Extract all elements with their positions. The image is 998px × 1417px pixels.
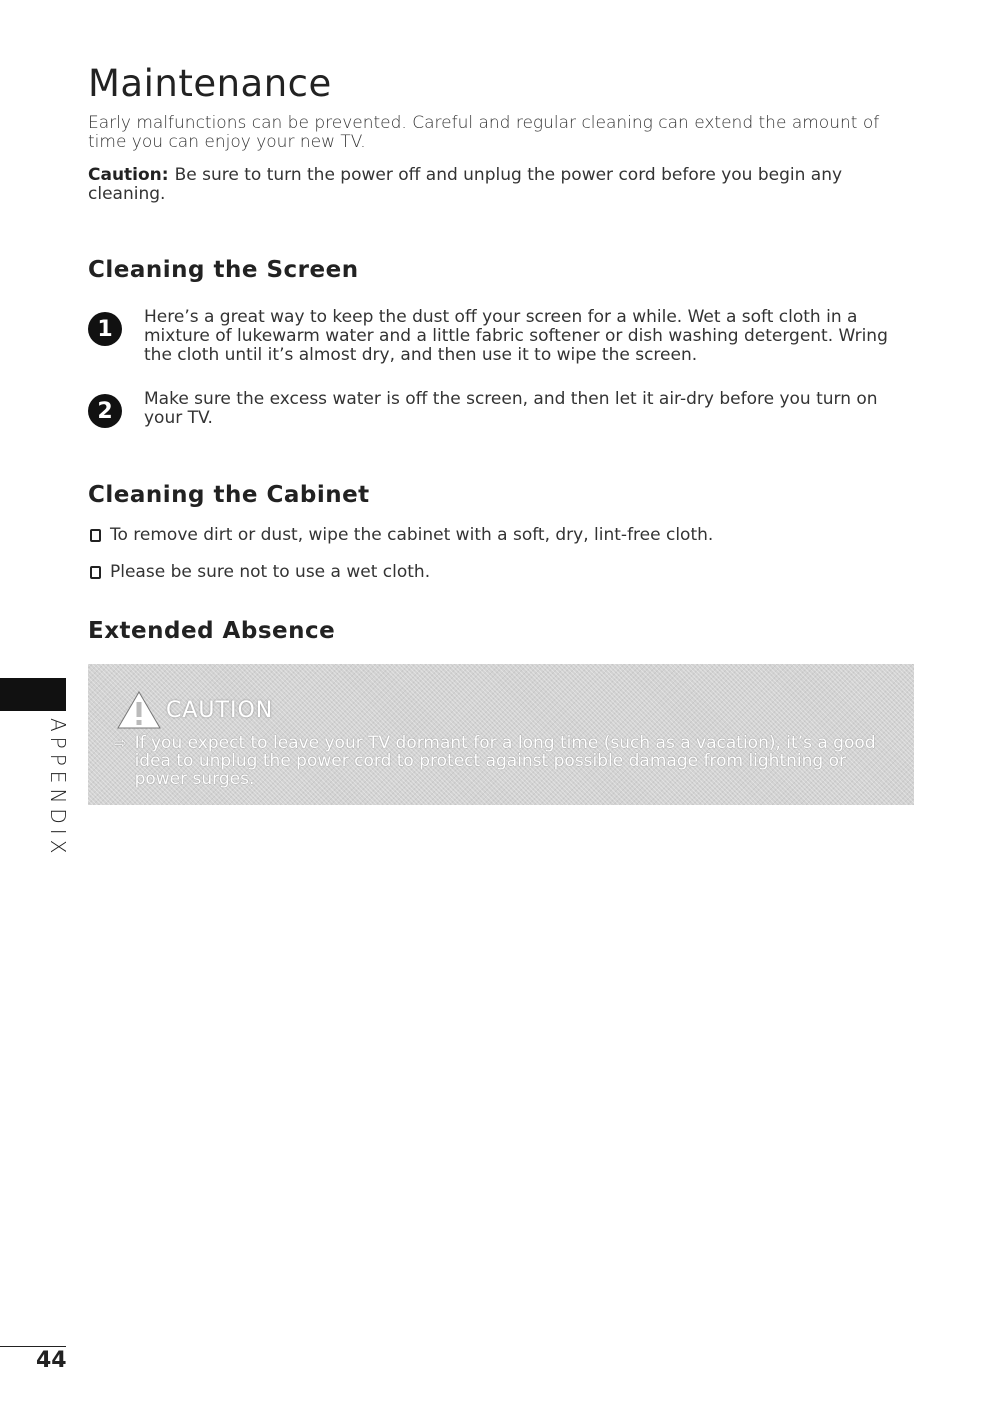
step-number-1-icon: 1 [88,312,122,346]
side-tab-label: APPENDIX [46,718,70,859]
step-2 [88,390,918,428]
intro-caution [88,166,918,204]
checkbox-bullet-icon [90,529,101,542]
list-item-text: To remove dirt or dust, wipe the cabinet with a soft, dry, lint-free cloth. [110,525,714,545]
warning-triangle-icon [116,690,162,730]
caution-label: Caution: [88,165,169,185]
step-1 [88,308,918,365]
caution-body-text: If you expect to leave your TV dormant for a long time (such as a vacation), it’s a good idea to unplug the power cord to protect against possible damage from lightning or power surges. [134,733,876,789]
footer-rule [0,1346,66,1347]
caution-body [114,734,894,788]
page-number: 44 [36,1348,67,1373]
list-item [90,562,430,582]
intro-text: Early malfunctions can be prevented. Careful and regular cleaning can extend the amount of time you can enjoy your new TV. [88,113,880,152]
checkbox-bullet-icon [90,566,101,579]
caution-box [88,664,914,805]
arrow-right-icon: ⇨ [114,734,127,752]
list-item-text: Please be sure not to use a wet cloth. [110,562,431,582]
page-title: Maintenance [88,62,332,105]
list-item [90,525,713,545]
caution-title: CAUTION [166,697,274,723]
section-heading-absence: Extended Absence [88,618,336,644]
step-number-2-icon: 2 [88,394,122,428]
caution-text: Be sure to turn the power off and unplug the power cord before you begin any cleaning. [88,165,843,204]
step-text-2: Make sure the excess water is off the screen, and then let it air-dry before you turn on your TV. [144,389,878,428]
caution-header [116,690,273,730]
side-tab-bar [0,678,66,711]
section-heading-screen: Cleaning the Screen [88,257,359,283]
step-text-1: Here’s a great way to keep the dust off your screen for a while. Wet a soft cloth in a mixture of lukewarm water and a little fabric softener or dish washing detergent. Wring the cloth until it’s almost dry, and then use it to wipe the screen. [144,307,888,365]
section-heading-cabinet: Cleaning the Cabinet [88,482,370,508]
